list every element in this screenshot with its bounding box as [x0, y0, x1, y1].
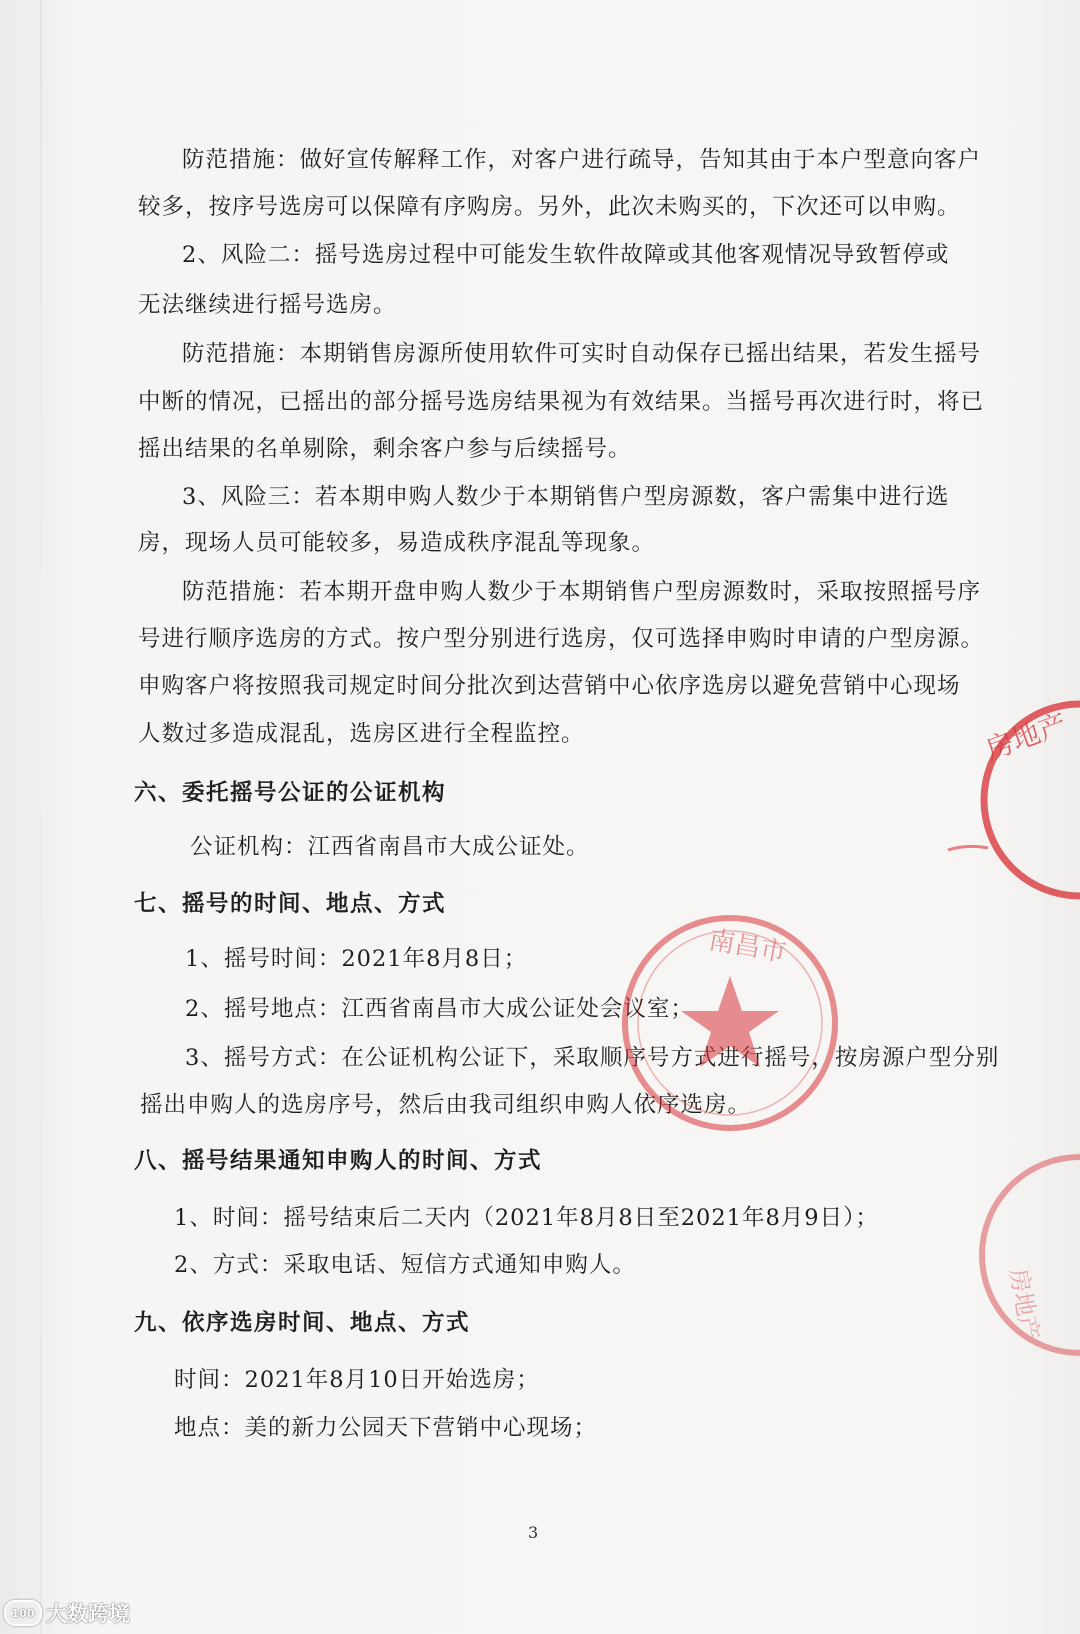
- paragraph-line: 房，现场人员可能较多，易造成秩序混乱等现象。: [138, 530, 656, 556]
- section-8-item-1: 1、时间：摇号结束后二天内（2021年8月8日至2021年8月9日）；: [174, 1205, 879, 1231]
- paragraph-line: 防范措施：若本期开盘申购人数少于本期销售户型房源数时，采取按照摇号序: [182, 579, 982, 605]
- watermark-text: 大数跨境: [46, 1602, 130, 1626]
- paragraph-line: 中断的情况，已摇出的部分摇号选房结果视为有效结果。当摇号再次进行时，将已: [138, 389, 985, 415]
- paragraph-line: 摇出结果的名单剔除，剩余客户参与后续摇号。: [138, 436, 632, 462]
- company-seal-right-top: [930, 700, 1080, 900]
- paragraph-line: 防范措施：做好宣传解释工作，对客户进行疏导，告知其由于本户型意向客户: [182, 147, 982, 173]
- section-8-heading: 八、摇号结果通知申购人的时间、方式: [134, 1148, 543, 1174]
- section-7-item-3-cont: 摇出申购人的选房序号，然后由我司组织申购人依序选房。: [140, 1092, 752, 1118]
- paragraph-line: 人数过多造成混乱，选房区进行全程监控。: [138, 721, 585, 747]
- section-7-heading: 七、摇号的时间、地点、方式: [134, 891, 447, 917]
- seal-text: 南昌市: [706, 925, 789, 969]
- section-7-item-1: 1、摇号时间：2021年8月8日；: [185, 946, 528, 972]
- section-7-item-3: 3、摇号方式：在公证机构公证下，采取顺序号方式进行摇号，按房源户型分别: [185, 1045, 1000, 1071]
- page-fold-shadow: [40, 0, 42, 1634]
- seal-lettering: [981, 707, 1071, 767]
- paragraph-line: 防范措施：本期销售房源所使用软件可实时自动保存已摇出结果，若发生摇号: [182, 341, 982, 367]
- paragraph-line: 较多，按序号选房可以保障有序购房。另外，此次未购买的，下次还可以申购。: [138, 194, 961, 220]
- watermark: [4, 1598, 130, 1628]
- watermark-logo-icon: 100: [4, 1600, 42, 1626]
- section-6-heading: 六、委托摇号公证的公证机构: [134, 780, 447, 806]
- official-seal-center: [615, 908, 845, 1138]
- company-seal-right-bottom: [930, 1150, 1080, 1360]
- seal-stroke: [948, 846, 988, 850]
- paragraph-line: 申购客户将按照我司规定时间分批次到达营销中心依序选房以避免营销中心现场: [138, 673, 961, 699]
- paragraph-line: 3、风险三：若本期申购人数少于本期销售户型房源数，客户需集中进行选: [182, 484, 950, 510]
- section-6-body: 公证机构：江西省南昌市大成公证处。: [190, 834, 590, 860]
- page-number: 3: [528, 1523, 539, 1542]
- section-8-item-2: 2、方式：采取电话、短信方式通知申购人。: [174, 1252, 636, 1278]
- section-9-heading: 九、依序选房时间、地点、方式: [134, 1310, 471, 1336]
- section-9-item-1: 时间：2021年8月10日开始选房；: [174, 1367, 540, 1393]
- paragraph-line: 号进行顺序选房的方式。按户型分别进行选房，仅可选择申购时申请的户型房源。: [138, 626, 985, 652]
- section-7-item-2: 2、摇号地点：江西省南昌市大成公证处会议室；: [185, 996, 694, 1022]
- seal-char: 房地产: [981, 706, 1072, 767]
- paragraph-line: 无法继续进行摇号选房。: [138, 292, 397, 318]
- section-9-item-2: 地点：美的新力公园天下营销中心现场；: [174, 1415, 598, 1441]
- star-icon: [681, 976, 779, 1067]
- seal-text: 房地产: [1004, 1266, 1045, 1342]
- paragraph-line: 2、风险二：摇号选房过程中可能发生软件故障或其他客观情况导致暂停或: [182, 242, 950, 268]
